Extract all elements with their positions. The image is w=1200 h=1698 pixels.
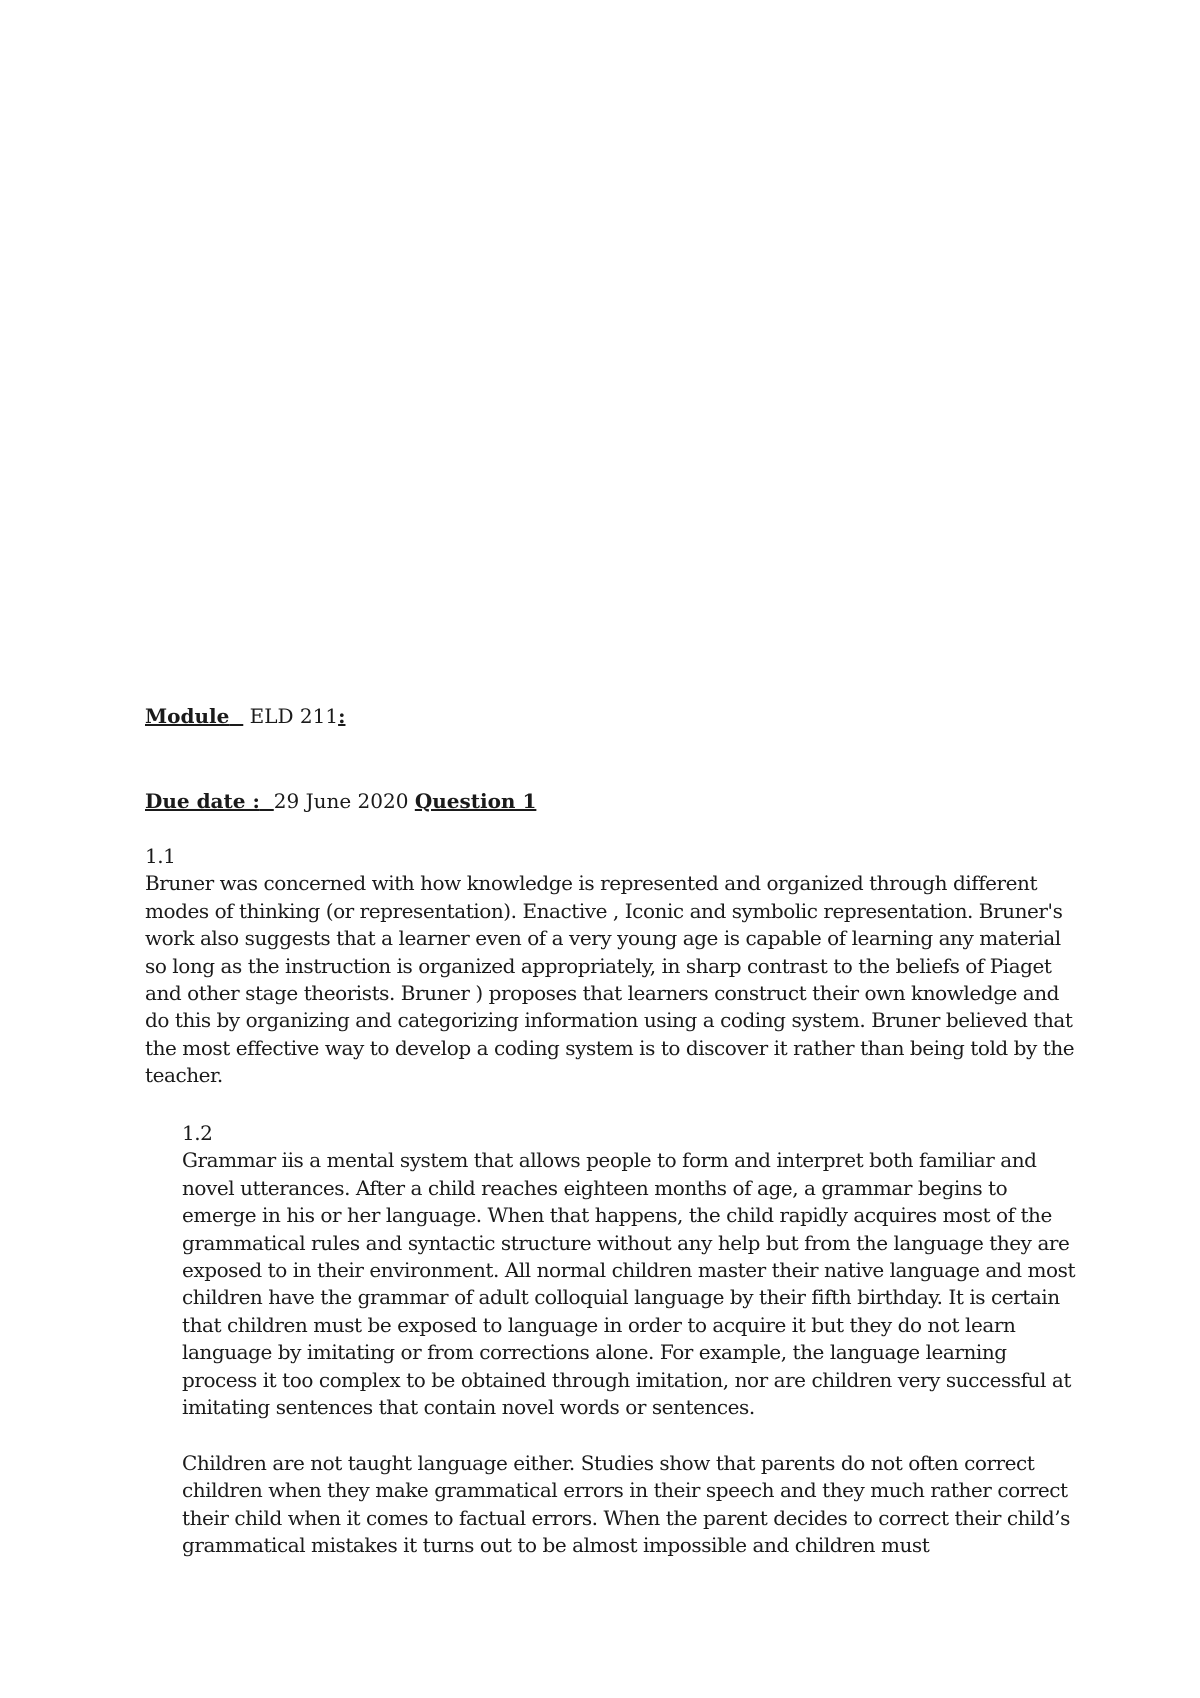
module-colon: : [338,704,346,728]
module-value: ELD 211 [243,704,339,728]
due-date-label: Due date : [145,789,260,813]
section-number: 1.2 [182,1121,213,1145]
section-paragraph: Grammar iis a mental system that allows people to form and interpret both familiar and novel utterances. After a child reaches eighteen months of age, a grammar begins to emerge in his or her language. When that happens, the child rapidly acquires most of the grammatical rules and syntactic structure without any help but from the language they are exposed to in their environment. All normal children master their native language and most children have the grammar of adult colloquial language by their fifth birthday. It is certain that children must be exposed to language in order to acquire it but they do not learn language by imitating or from corrections alone. For example, the language learning process it too complex to be obtained through imitation, nor are children very successful at imitating sentences that contain novel words or sentences. [182,1148,1076,1420]
section-1-1 [145,843,1085,1090]
module-label: Module [145,704,230,728]
section-1-2 [182,1120,1082,1421]
due-date-value: 29 June 2020 [273,789,415,813]
module-line [145,703,345,730]
section-paragraph: Bruner was concerned with how knowledge is represented and organized through different modes of thinking (or representation). Enactive , Iconic and symbolic representation. Bruner's work also suggests that a learner even of a very young age is capable of learning any material so long as the instruction is organized appropriately, in sharp contrast to the beliefs of Piaget and other stage theorists. Bruner ) proposes that learners construct their own knowledge and do this by organizing and categorizing information using a coding system. Bruner believed that the most effective way to develop a coding system is to discover it rather than being told by the teacher. [145,871,1075,1088]
section-paragraph: Children are not taught language either. Studies show that parents do not often correct children when they make grammatical errors in their speech and they much rather correct their child when it comes to factual errors. When the parent decides to correct their child’s grammatical mistakes it turns out to be almost impossible and children must [182,1451,1070,1558]
section-number: 1.1 [145,844,176,868]
question-heading: Question 1 [414,789,537,813]
due-date-line [145,788,536,815]
section-1-2-continued [182,1450,1082,1560]
